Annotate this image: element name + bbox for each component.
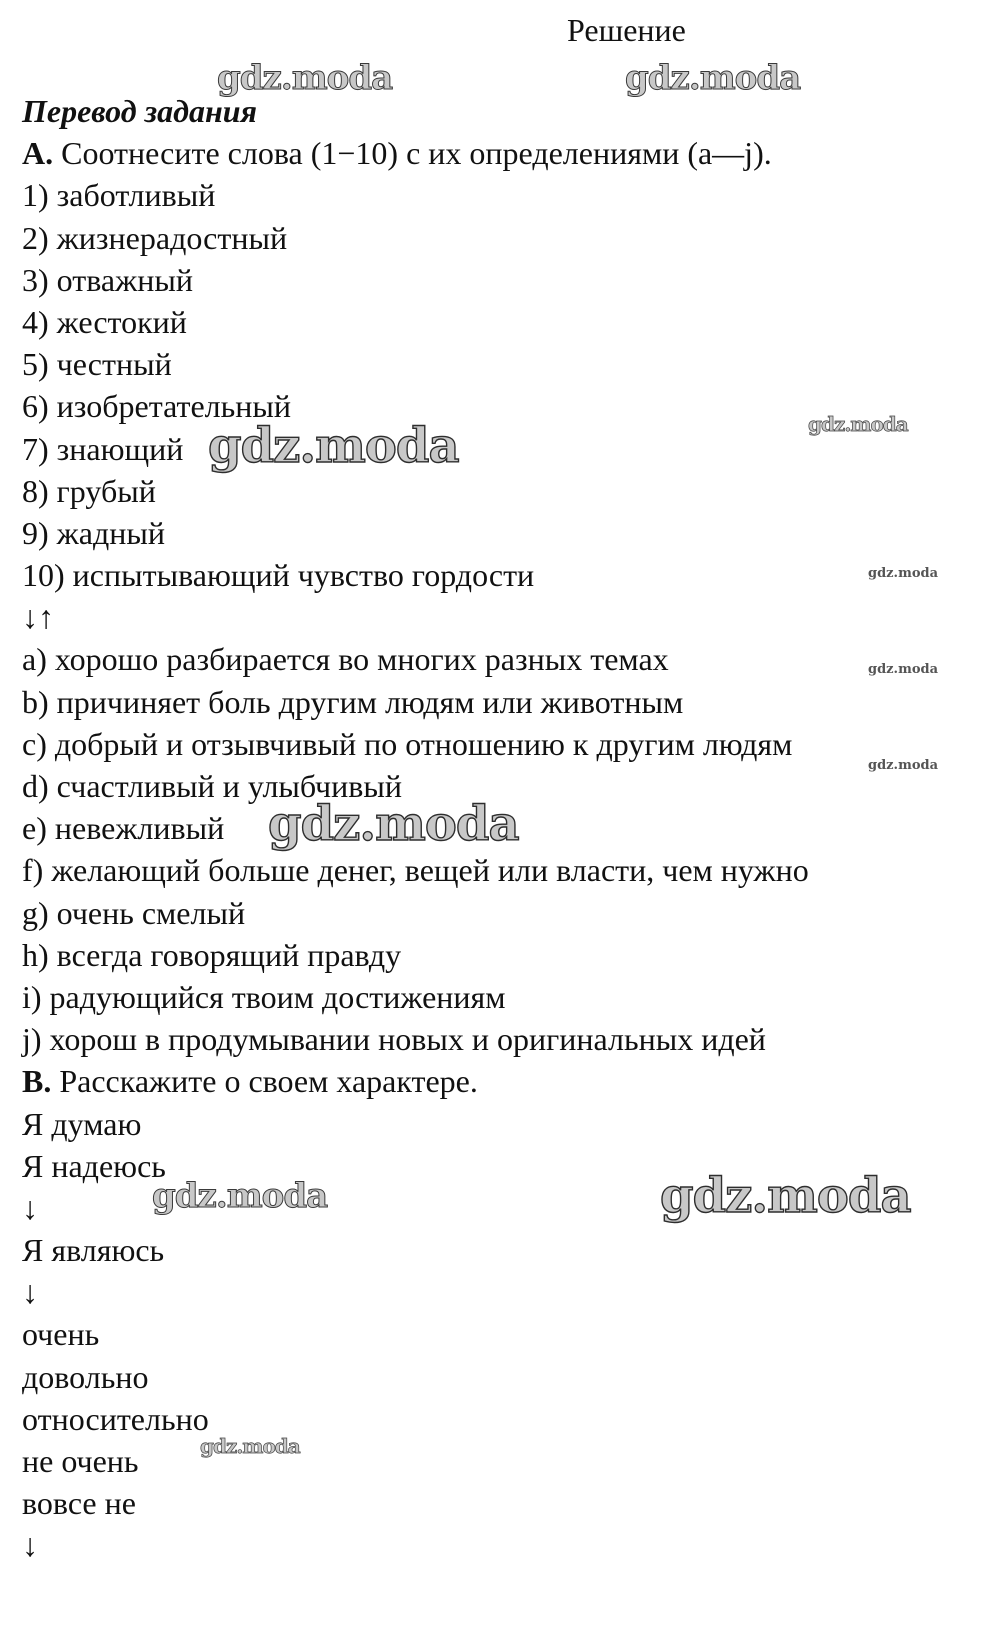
- down-arrow: ↓: [22, 1527, 38, 1564]
- degree-item: относительно: [22, 1400, 209, 1437]
- section-a-heading: [22, 132, 982, 174]
- definition-item: a) хорошо разбирается во многих разных темах: [22, 641, 669, 678]
- watermark-logo: gdz.moda: [868, 662, 939, 677]
- degree-item: вовсе не: [22, 1485, 136, 1522]
- definition-item: f) желающий больше денег, вещей или власти, чем нужно: [22, 852, 809, 889]
- watermark-logo: gdz.moda: [268, 796, 519, 852]
- watermark-logo: gdz.moda: [152, 1176, 328, 1216]
- word-item: 6) изобретательный: [22, 388, 291, 425]
- page-header: Решение: [567, 12, 686, 48]
- degree-item: не очень: [22, 1443, 139, 1479]
- watermark-logo: gdz.moda: [660, 1168, 911, 1224]
- degree-item: очень: [22, 1316, 100, 1353]
- definition-item: c) добрый и отзывчивый по отношению к другим людям: [22, 725, 793, 762]
- watermark-logo: gdz.moda: [868, 758, 939, 773]
- phrase-item: Я надеюсь: [22, 1147, 166, 1184]
- definition-item: b) причиняет боль другим людям или животным: [22, 683, 684, 720]
- word-item: 10) испытывающий чувство гордости: [22, 557, 535, 594]
- watermark-logo: gdz.moda: [625, 58, 801, 98]
- down-arrow: ↓: [22, 1189, 38, 1226]
- word-item: 1) заботливый: [22, 177, 216, 214]
- definition-item: j) хорош в продумывании новых и оригинальных идей: [22, 1021, 766, 1058]
- definition-item: g) очень смелый: [22, 894, 246, 931]
- definition-item: h) всегда говорящий правду: [22, 936, 402, 973]
- watermark-logo: gdz.moda: [217, 58, 393, 98]
- watermark-logo: gdz.moda: [868, 566, 939, 581]
- word-item: 3) отважный: [22, 261, 193, 298]
- section-b-instruction: Расскажите о своем характере.: [51, 1063, 478, 1100]
- word-item: 8) грубый: [22, 472, 156, 509]
- degree-item: довольно: [22, 1358, 149, 1395]
- section-b-heading: [22, 1060, 982, 1102]
- word-item: 7) знающий: [22, 430, 184, 467]
- phrase-item: Я думаю: [22, 1105, 142, 1142]
- watermark-logo: gdz.moda: [808, 412, 908, 436]
- word-item: 9) жадный: [22, 514, 165, 551]
- word-item: 4) жестокий: [22, 303, 187, 340]
- section-b-label: B.: [22, 1063, 52, 1100]
- word-item: 5) честный: [22, 346, 172, 383]
- word-item: 2) жизнерадостный: [22, 219, 288, 256]
- phrase-item: Я являюсь: [22, 1232, 165, 1269]
- section-a-instruction: Соотнесите слова (1−10) с их определениями (a—j).: [53, 135, 772, 172]
- watermark-logo: gdz.moda: [200, 1434, 300, 1458]
- match-arrows: ↓↑: [22, 599, 54, 636]
- document-body: [22, 90, 982, 1567]
- watermark-logo: gdz.moda: [208, 418, 459, 474]
- section-a-label: A.: [22, 135, 54, 172]
- subtitle: Перевод задания: [22, 93, 258, 129]
- definition-item: i) радующийся твоим достижениям: [22, 978, 506, 1015]
- down-arrow: ↓: [22, 1274, 38, 1311]
- definition-item: e) невежливый: [22, 810, 225, 847]
- definition-item: d) счастливый и улыбчивый: [22, 768, 402, 804]
